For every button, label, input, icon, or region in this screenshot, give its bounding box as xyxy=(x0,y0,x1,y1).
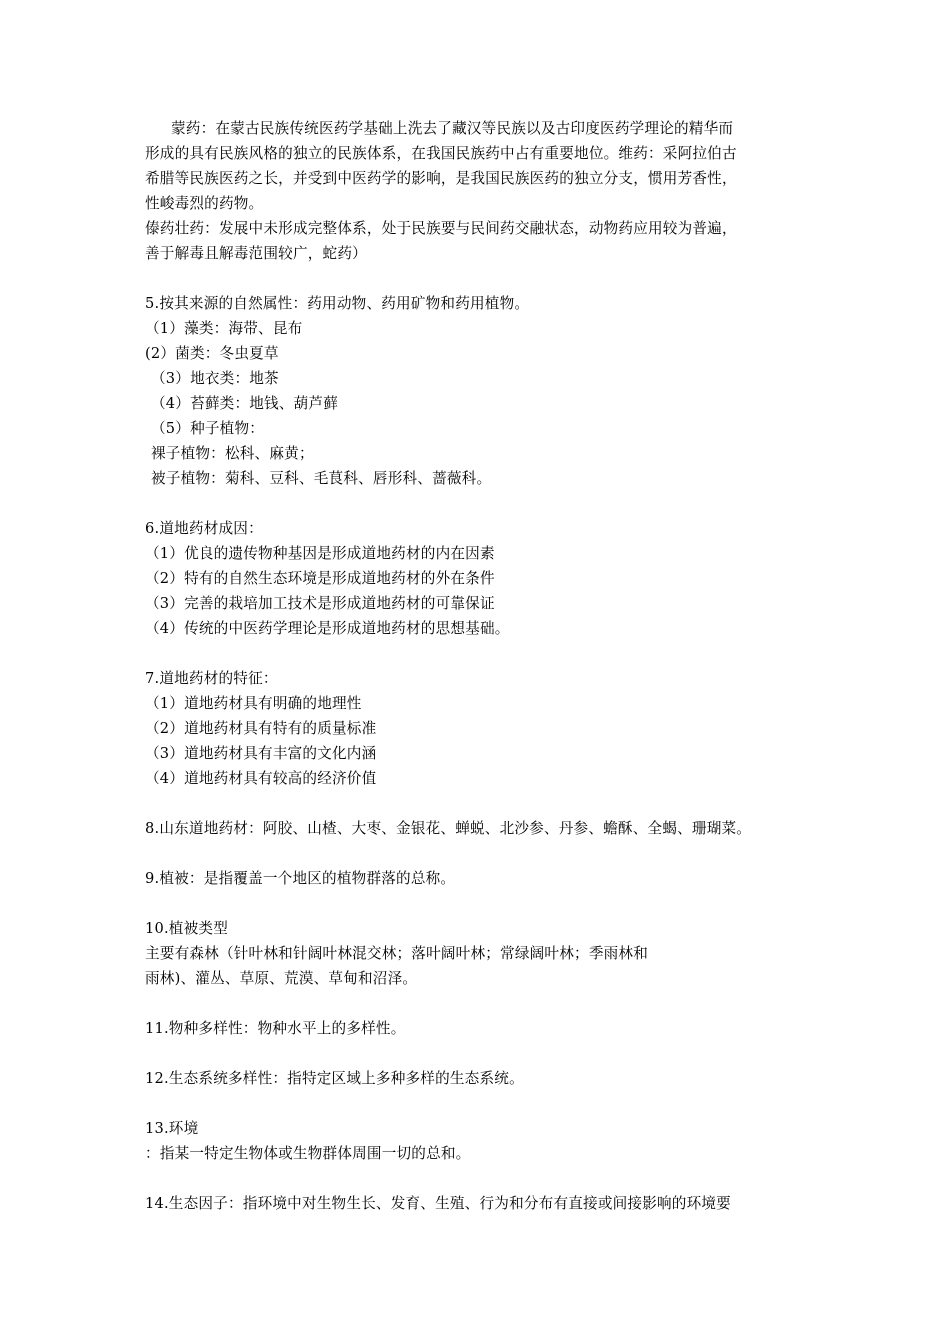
list-item: （1）道地药材具有明确的地理性 xyxy=(145,695,362,712)
text-line: 善于解毒且解毒范围较广，蛇药） xyxy=(145,245,367,262)
list-item: （3）完善的栽培加工技术是形成道地药材的可靠保证 xyxy=(145,595,495,612)
section-heading: 9.植被：是指覆盖一个地区的植物群落的总称。 xyxy=(145,870,456,887)
paragraph-gap xyxy=(145,791,815,816)
paragraph-gap xyxy=(145,891,815,916)
paragraph-gap xyxy=(145,991,815,1016)
paragraph-gap xyxy=(145,491,815,516)
list-item: （4）苔藓类：地钱、葫芦藓 xyxy=(151,395,339,412)
list-item: （4）传统的中医药学理论是形成道地药材的思想基础。 xyxy=(145,620,510,637)
paragraph-gap xyxy=(145,1041,815,1066)
list-item: （2）特有的自然生态环境是形成道地药材的外在条件 xyxy=(145,570,495,587)
list-item: （1）优良的遗传物种基因是形成道地药材的内在因素 xyxy=(145,545,495,562)
paragraph-gap xyxy=(145,841,815,866)
list-item: （3）道地药材具有丰富的文化内涵 xyxy=(145,745,377,762)
list-item: (2）菌类：冬虫夏草 xyxy=(145,345,279,362)
list-item: 裸子植物：松科、麻黄； xyxy=(151,445,314,462)
paragraph-gap xyxy=(145,641,815,666)
list-item: （3）地衣类：地茶 xyxy=(151,370,279,387)
text-line: 蒙药：在蒙古民族传统医药学基础上洗去了藏汉等民族以及古印度医药学理论的精华而 xyxy=(171,120,734,137)
text-line: 傣药壮药：发展中未形成完整体系，处于民族要与民间药交融状态，动物药应用较为普遍， xyxy=(145,220,737,237)
list-item: （5）种子植物： xyxy=(151,420,265,437)
list-item: （2）道地药材具有特有的质量标准 xyxy=(145,720,377,737)
text-line: 性峻毒烈的药物。 xyxy=(145,195,264,212)
section-heading: 5.按其来源的自然属性：药用动物、药用矿物和药用植物。 xyxy=(145,295,530,312)
list-item: （4）道地药材具有较高的经济价值 xyxy=(145,770,377,787)
text-line: 希腊等民族医药之长，并受到中医药学的影响，是我国民族医药的独立分支，惯用芳香性， xyxy=(145,170,737,187)
text-line: 雨林)、灌丛、草原、荒漠、草甸和沼泽。 xyxy=(145,970,418,987)
section-heading: 13.环境 xyxy=(145,1120,199,1137)
section-heading: 14.生态因子：指环境中对生物生长、发育、生殖、行为和分布有直接或间接影响的环境要 xyxy=(145,1195,731,1212)
text-line: ：指某一特定生物体或生物群体周围一切的总和。 xyxy=(145,1145,471,1162)
paragraph-gap xyxy=(145,1091,815,1116)
text-line: 形成的具有民族风格的独立的民族体系，在我国民族药中占有重要地位。维药：采阿拉伯古 xyxy=(145,145,737,162)
paragraph-gap xyxy=(145,266,815,291)
section-heading: 7.道地药材的特征： xyxy=(145,670,278,687)
list-item: 被子植物：菊科、豆科、毛茛科、唇形科、蔷薇科。 xyxy=(151,470,492,487)
section-heading: 12.生态系统多样性：指特定区域上多种多样的生态系统。 xyxy=(145,1070,524,1087)
paragraph-gap xyxy=(145,1166,815,1191)
section-heading: 8.山东道地药材：阿胶、山楂、大枣、金银花、蝉蜕、北沙参、丹参、蟾酥、全蝎、珊瑚菜。 xyxy=(145,820,752,837)
text-line: 主要有森林（针叶林和针阔叶林混交林；落叶阔叶林；常绿阔叶林；季雨林和 xyxy=(145,945,648,962)
section-heading: 10.植被类型 xyxy=(145,920,228,937)
section-heading: 6.道地药材成因： xyxy=(145,520,263,537)
section-heading: 11.物种多样性：物种水平上的多样性。 xyxy=(145,1020,406,1037)
list-item: （1）藻类：海带、昆布 xyxy=(145,320,303,337)
document-body xyxy=(145,116,815,1216)
